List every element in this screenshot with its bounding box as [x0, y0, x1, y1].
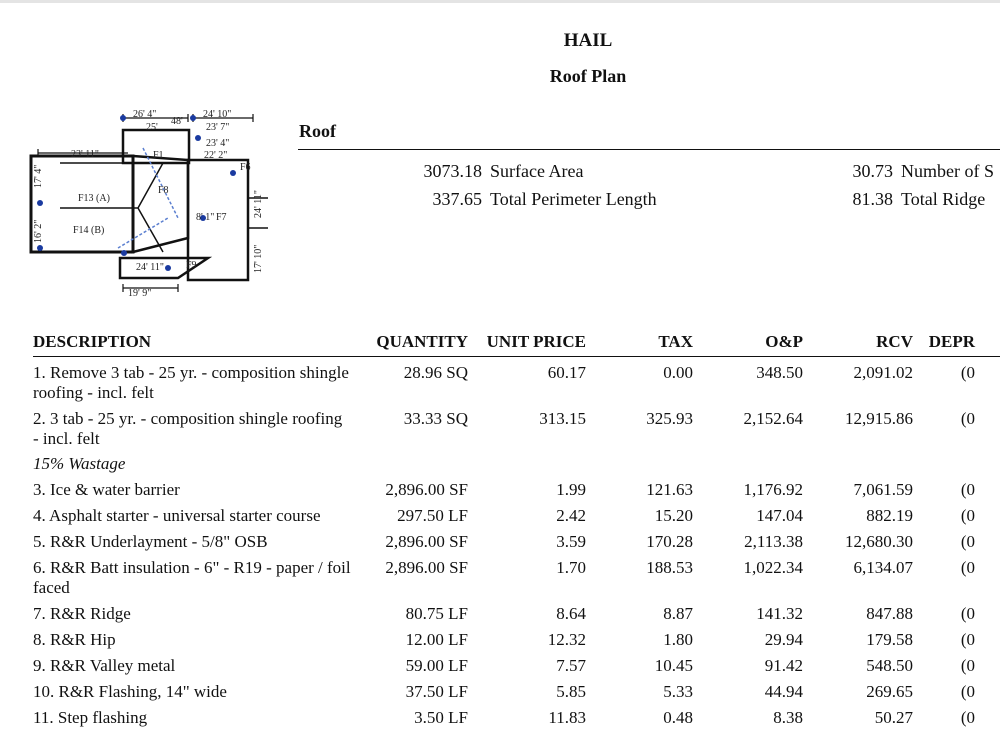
- item-rcv: 847.88: [866, 604, 913, 623]
- item-description: 10. R&R Flashing, 14" wide: [33, 682, 227, 701]
- item-description: 6. R&R Batt insulation - 6" - R19 - paper / foil faced: [33, 558, 351, 597]
- item-tax: 10.45: [654, 656, 693, 675]
- item-unit-price: 3.59: [556, 532, 586, 551]
- diagram-label-f14: F14 (B): [73, 225, 105, 236]
- page-top-border: [0, 0, 1000, 3]
- diagram-label-24-10: 24' 10": [203, 109, 232, 120]
- table-row: [33, 598, 1000, 624]
- col-depreciation: DEPR: [928, 332, 975, 351]
- item-quantity: 2,896.00 SF: [385, 532, 468, 551]
- item-unit-price: 60.17: [547, 363, 586, 382]
- summary-label: Surface Area: [490, 161, 584, 181]
- diagram-label-23-7: 23' 7": [206, 122, 230, 133]
- summary-label: Number of S: [901, 161, 994, 181]
- item-op: 2,152.64: [743, 409, 803, 428]
- summary-perimeter: [400, 189, 657, 210]
- item-depreciation: (0: [960, 409, 975, 428]
- item-rcv: 6,134.07: [853, 558, 913, 577]
- table-row: [33, 702, 1000, 728]
- item-rcv: 50.27: [874, 708, 913, 727]
- item-description: 2. 3 tab - 25 yr. - composition shingle roofing - incl. felt: [33, 409, 343, 448]
- item-unit-price: 12.32: [547, 630, 586, 649]
- item-tax: 121.63: [646, 480, 693, 499]
- diagram-label-24-11: 24' 11": [136, 262, 165, 273]
- item-quantity: 2,896.00 SF: [385, 480, 468, 499]
- diagram-label-f13: F13 (A): [78, 193, 110, 204]
- summary-surface-area: [400, 161, 583, 182]
- diagram-label-22-2: 22' 2": [204, 150, 228, 161]
- item-quantity: 33.33 SQ: [403, 409, 468, 428]
- item-tax: 325.93: [646, 409, 693, 428]
- table-row: [33, 676, 1000, 702]
- item-description: 11. Step flashing: [33, 708, 148, 727]
- diagram-left-block: [31, 156, 133, 252]
- col-rcv: RCV: [876, 332, 913, 351]
- table-row: [33, 500, 1000, 526]
- item-quantity: 37.50 LF: [405, 682, 468, 701]
- table-header: [33, 330, 1000, 357]
- item-description: 8. R&R Hip: [33, 630, 116, 649]
- diagram-label-19-9: 19' 9": [128, 288, 152, 299]
- diagram-label-23-4: 23' 4": [206, 138, 230, 149]
- table-row: [33, 474, 1000, 500]
- summary-value: 337.65: [432, 189, 482, 209]
- item-unit-price: 1.99: [556, 480, 586, 499]
- summary-number-of-squares: [830, 161, 994, 182]
- diagram-label-f7: F7: [216, 212, 227, 223]
- table-row: [33, 552, 1000, 598]
- diagram-label-23-11: 23' 11": [71, 149, 100, 160]
- item-description: 7. R&R Ridge: [33, 604, 131, 623]
- table-row: [33, 403, 1000, 449]
- item-quantity: 12.00 LF: [405, 630, 468, 649]
- item-depreciation: (0: [960, 363, 975, 382]
- item-quantity: 28.96 SQ: [403, 363, 468, 382]
- summary-value: 30.73: [852, 161, 893, 181]
- col-op: O&P: [765, 332, 803, 351]
- item-depreciation: (0: [960, 656, 975, 675]
- diagram-label-17-10: 17' 10": [253, 244, 264, 273]
- report-subtitle: Roof Plan: [549, 66, 627, 86]
- diagram-label-f8: F8: [158, 185, 169, 196]
- item-quantity: 59.00 LF: [405, 656, 468, 675]
- item-op: 1,176.92: [743, 480, 803, 499]
- summary-label: Total Perimeter Length: [490, 189, 657, 209]
- diagram-label-25: 25': [146, 122, 158, 133]
- item-rcv: 179.58: [866, 630, 913, 649]
- item-depreciation: (0: [960, 480, 975, 499]
- item-unit-price: 2.42: [556, 506, 586, 525]
- section-divider: [298, 149, 1000, 150]
- col-unit-price: UNIT PRICE: [486, 332, 586, 351]
- summary-value: 3073.18: [423, 161, 482, 181]
- item-depreciation: (0: [960, 630, 975, 649]
- item-description: 4. Asphalt starter - universal starter course: [33, 506, 321, 525]
- line-items-table: [33, 330, 1000, 728]
- item-op: 29.94: [764, 630, 803, 649]
- item-rcv: 12,680.30: [845, 532, 913, 551]
- item-unit-price: 7.57: [556, 656, 586, 675]
- item-rcv: 548.50: [866, 656, 913, 675]
- item-rcv: 2,091.02: [853, 363, 913, 382]
- item-op: 8.38: [773, 708, 803, 727]
- item-quantity: 297.50 LF: [397, 506, 468, 525]
- section-label-roof: Roof: [299, 121, 336, 141]
- item-description: 3. Ice & water barrier: [33, 480, 180, 499]
- item-op: 44.94: [764, 682, 803, 701]
- item-op: 141.32: [756, 604, 803, 623]
- item-description: 5. R&R Underlayment - 5/8" OSB: [33, 532, 268, 551]
- item-unit-price: 313.15: [539, 409, 586, 428]
- summary-total-ridge: [830, 189, 985, 210]
- col-description: DESCRIPTION: [33, 332, 152, 351]
- diagram-label-8-1: 8' 1": [196, 212, 215, 223]
- item-tax: 5.33: [663, 682, 693, 701]
- item-note: 15% Wastage: [33, 454, 126, 473]
- item-depreciation: (0: [960, 604, 975, 623]
- diagram-label-f6: F6: [240, 162, 251, 173]
- item-quantity: 80.75 LF: [405, 604, 468, 623]
- item-unit-price: 8.64: [556, 604, 586, 623]
- diagram-center-block: [133, 156, 188, 252]
- diagram-label-24-11-right: 24' 11": [253, 189, 264, 218]
- table-row: [33, 357, 1000, 403]
- item-description: 1. Remove 3 tab - 25 yr. - composition shingle roofing - incl. felt: [33, 363, 349, 402]
- item-op: 1,022.34: [743, 558, 803, 577]
- table-row: [33, 526, 1000, 552]
- item-rcv: 269.65: [866, 682, 913, 701]
- item-depreciation: (0: [960, 558, 975, 577]
- summary-value: 81.38: [852, 189, 893, 209]
- diagram-label-f1: F1: [153, 150, 164, 161]
- col-tax: TAX: [658, 332, 693, 351]
- item-rcv: 882.19: [866, 506, 913, 525]
- diagram-label-16-2: 16' 2": [33, 219, 44, 243]
- item-tax: 8.87: [663, 604, 693, 623]
- item-tax: 188.53: [646, 558, 693, 577]
- diagram-label-48: 48': [171, 116, 183, 127]
- item-tax: 1.80: [663, 630, 693, 649]
- diagram-label-f9: F9: [186, 260, 197, 271]
- roof-plan-diagram: [28, 108, 278, 304]
- item-quantity: 3.50 LF: [414, 708, 468, 727]
- item-unit-price: 5.85: [556, 682, 586, 701]
- item-tax: 0.48: [663, 708, 693, 727]
- item-tax: 0.00: [663, 363, 693, 382]
- item-depreciation: (0: [960, 682, 975, 701]
- diagram-label-26-4: 26' 4": [133, 109, 157, 120]
- table-row: [33, 624, 1000, 650]
- item-depreciation: (0: [960, 506, 975, 525]
- item-depreciation: (0: [960, 532, 975, 551]
- item-op: 147.04: [756, 506, 803, 525]
- diagram-ridges: [60, 163, 163, 252]
- item-quantity: 2,896.00 SF: [385, 558, 468, 577]
- item-tax: 15.20: [654, 506, 693, 525]
- item-depreciation: (0: [960, 708, 975, 727]
- summary-label: Total Ridge: [901, 189, 986, 209]
- item-tax: 170.28: [646, 532, 693, 551]
- item-unit-price: 1.70: [556, 558, 586, 577]
- item-unit-price: 11.83: [548, 708, 586, 727]
- item-op: 348.50: [756, 363, 803, 382]
- item-rcv: 12,915.86: [845, 409, 913, 428]
- col-quantity: QUANTITY: [376, 332, 468, 351]
- item-description: 9. R&R Valley metal: [33, 656, 176, 675]
- report-title: HAIL: [563, 30, 613, 51]
- item-rcv: 7,061.59: [853, 480, 913, 499]
- table-row: [33, 650, 1000, 676]
- item-op: 91.42: [764, 656, 803, 675]
- item-op: 2,113.38: [744, 532, 803, 551]
- diagram-label-17-4: 17' 4": [33, 164, 44, 188]
